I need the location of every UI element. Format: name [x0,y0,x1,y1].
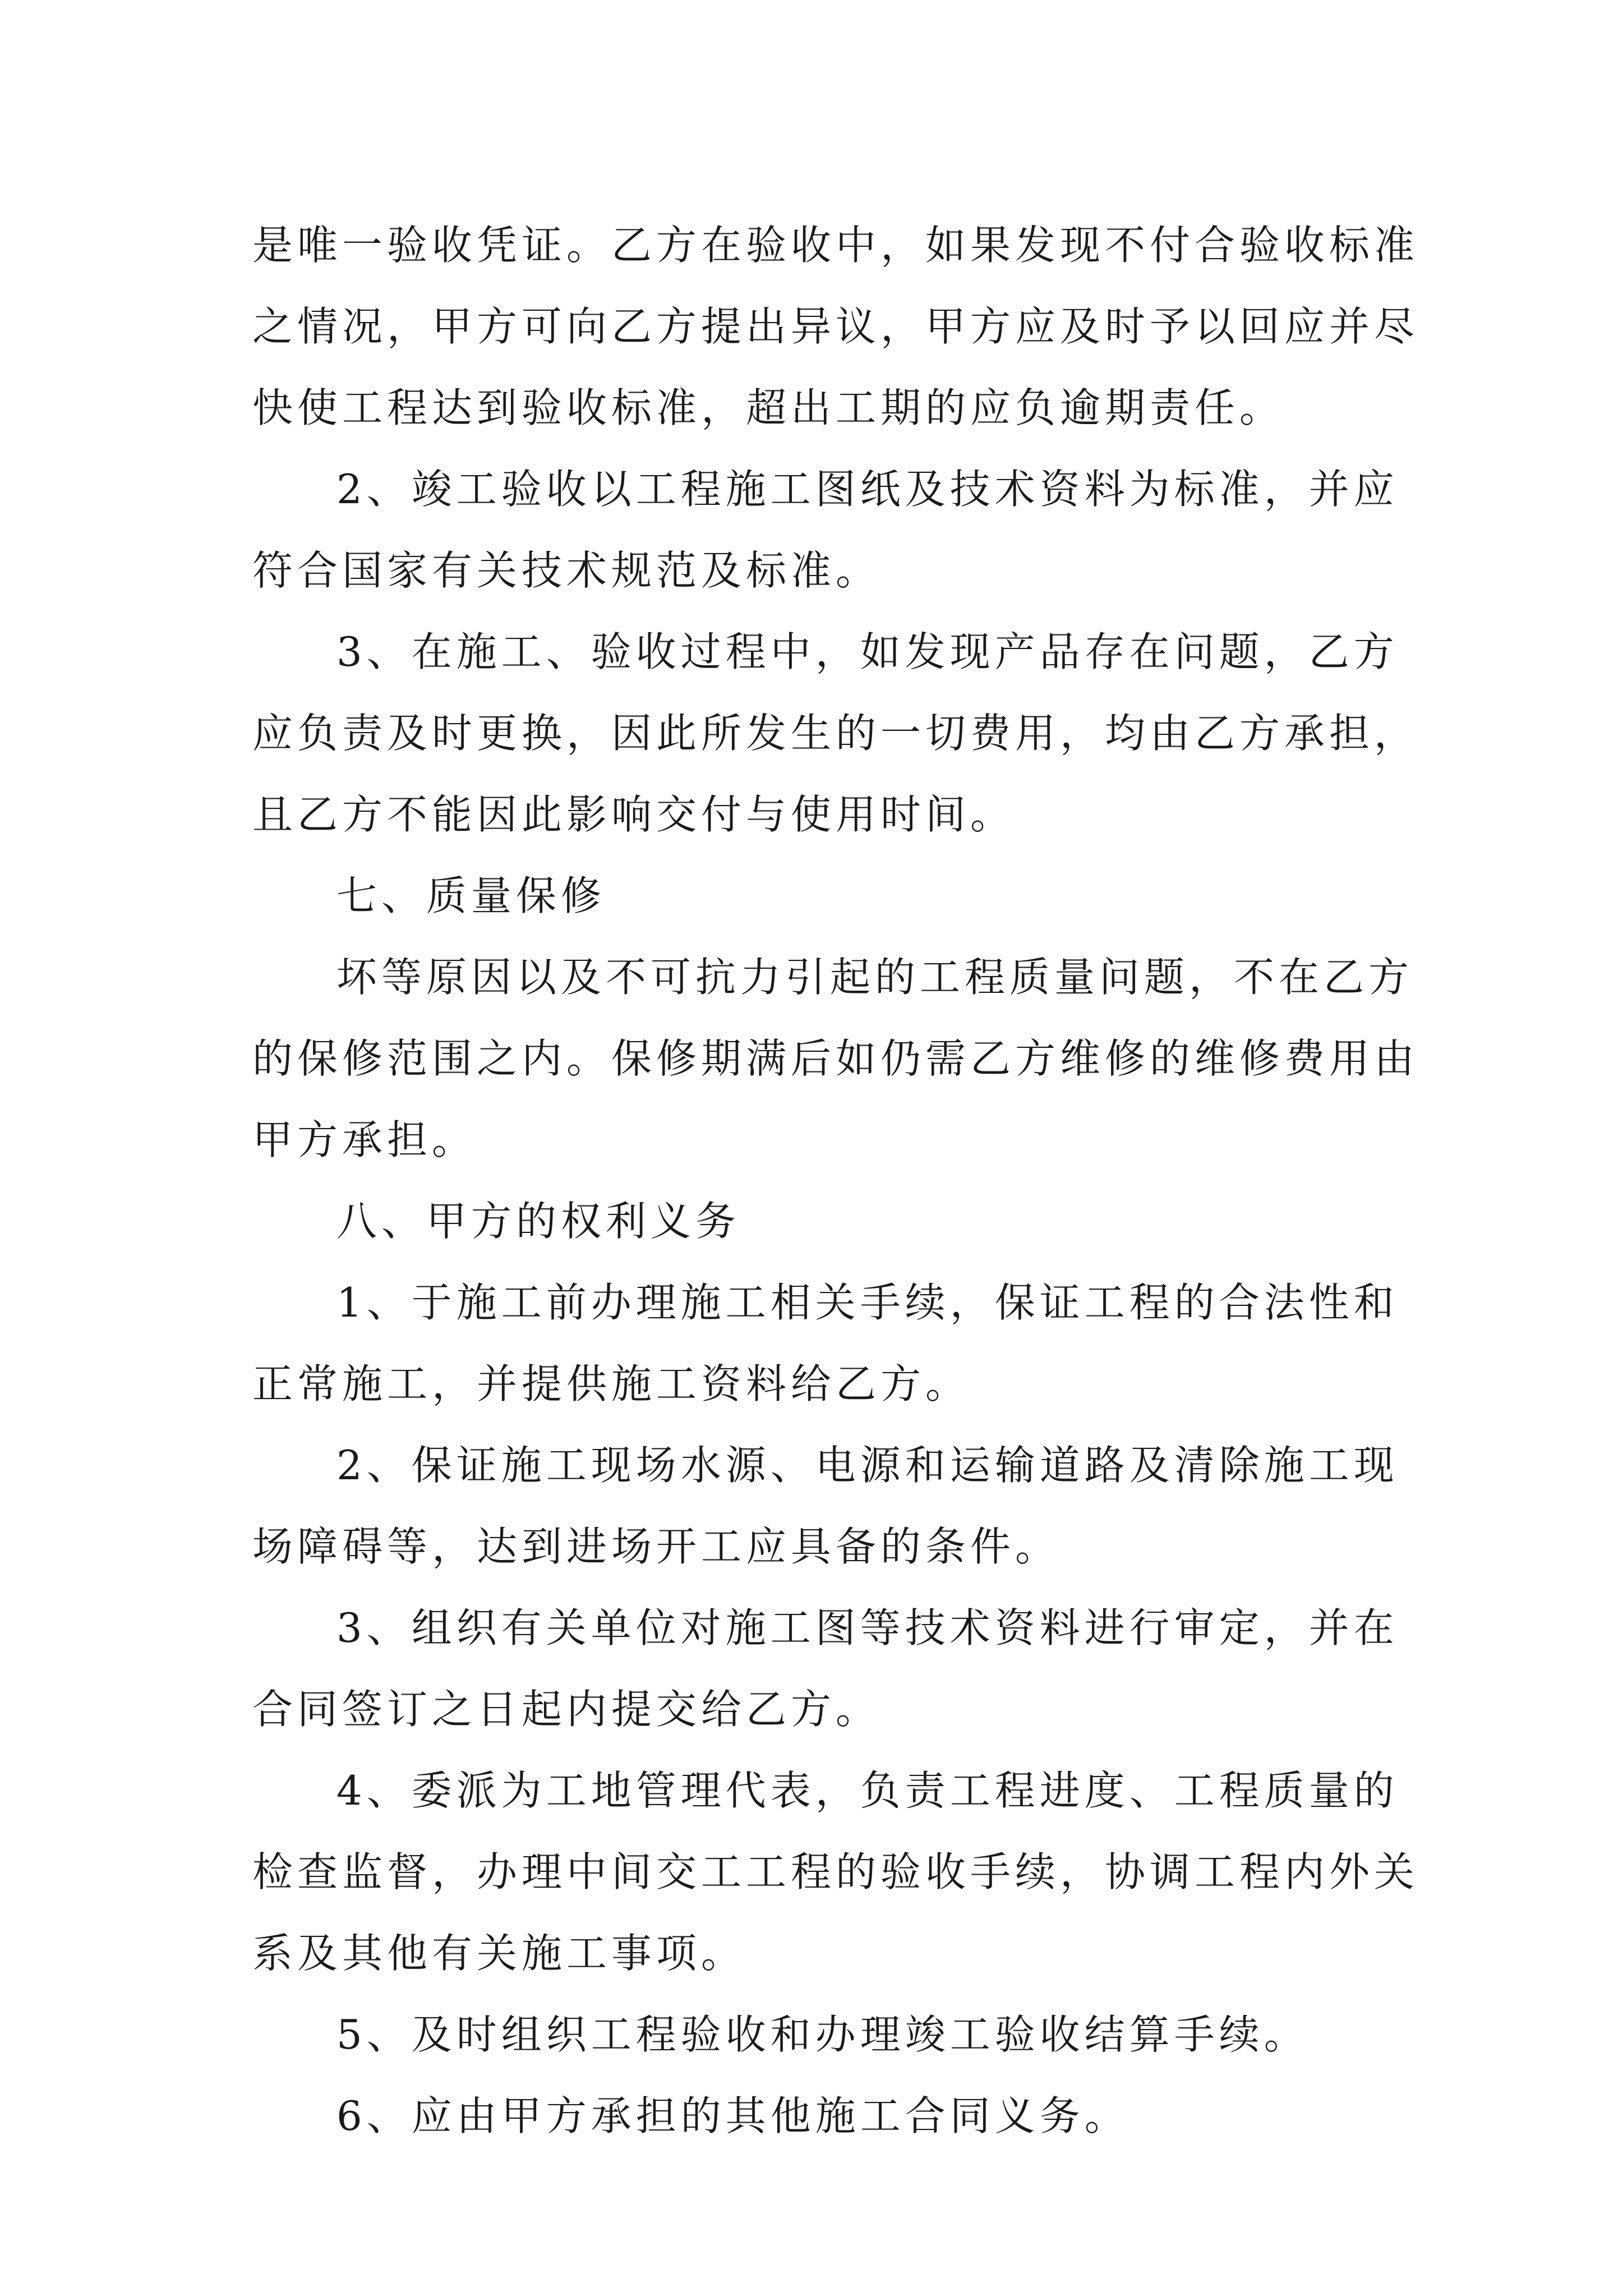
text-line: 的保修范围之内。保修期满后如仍需乙方维修的维修费用由 [252,1035,1419,1082]
document-body [252,205,1419,2157]
text-line: 甲方承担。 [252,1116,477,1163]
text-line: 快使工程达到验收标准，超出工期的应负逾期责任。 [252,384,1285,431]
text-line: 2、竣工验收以工程施工图纸及技术资料为标准，并应 [336,466,1399,513]
section-heading: 七、质量保修 [336,872,606,919]
section-heading: 八、甲方的权利义务 [336,1198,741,1245]
text-line: 之情况，甲方可向乙方提出异议，甲方应及时予以回应并尽 [252,303,1419,350]
text-line: 1、于施工前办理施工相关手续，保证工程的合法性和 [336,1279,1399,1326]
text-line: 正常施工，并提供施工资料给乙方。 [252,1360,971,1407]
text-line: 检查监督，办理中间交工工程的验收手续，协调工程内外关 [252,1848,1419,1895]
text-line: 符合国家有关技术规范及标准。 [252,547,881,594]
text-line: 4、委派为工地管理代表，负责工程进度、工程质量的 [336,1767,1399,1814]
text-line: 5、及时组织工程验收和办理竣工验收结算手续。 [336,2011,1309,2058]
text-line: 3、在施工、验收过程中，如发现产品存在问题，乙方 [336,628,1399,675]
text-line: 且乙方不能因此影响交付与使用时间。 [252,791,1016,838]
text-line: 是唯一验收凭证。乙方在验收中，如果发现不付合验收标准 [252,222,1419,269]
text-line: 场障碍等，达到进场开工应具备的条件。 [252,1523,1061,1570]
text-line: 2、保证施工现场水源、电源和运输道路及清除施工现 [336,1442,1399,1489]
text-line: 坏等原因以及不可抗力引起的工程质量问题，不在乙方 [336,954,1414,1001]
text-line: 合同签订之日起内提交给乙方。 [252,1686,881,1733]
text-line: 3、组织有关单位对施工图等技术资料进行审定，并在 [336,1604,1399,1651]
text-line: 应负责及时更换，因此所发生的一切费用，均由乙方承担， [252,710,1419,757]
text-line: 6、应由甲方承担的其他施工合同义务。 [336,2092,1129,2139]
text-line: 系及其他有关施工事项。 [252,1930,746,1977]
